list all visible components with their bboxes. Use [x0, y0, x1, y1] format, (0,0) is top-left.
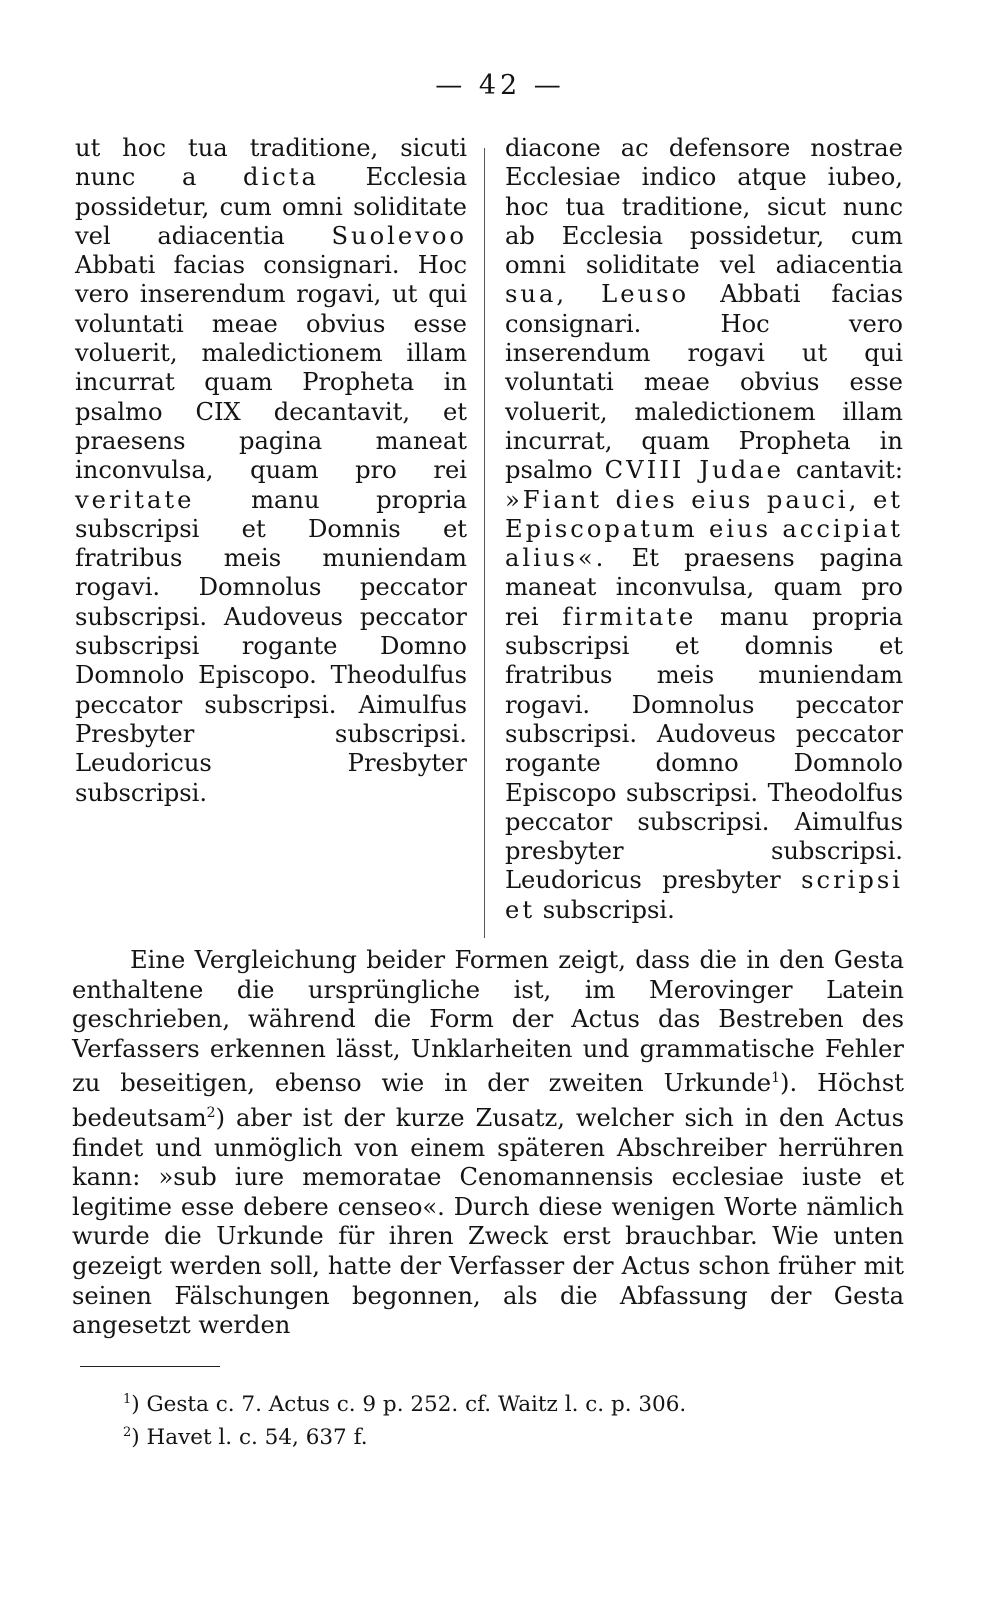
footnote-text: ) Havet l. c. 54, 637 f.	[131, 1425, 368, 1451]
left-col-segment: Abbati facias consignari. Hoc vero inserendum rogavi, ut qui voluntati meae obvius esse voluerit, maledictionem illam incurrat quam Propheta in psalmo CIX decantavit, et praesens pagina maneat inconvulsa, quam pro rei	[75, 251, 467, 485]
page-number: — 42 —	[435, 70, 565, 101]
right-col-spaced-word: firmitate	[562, 602, 697, 631]
left-column-text	[75, 134, 467, 808]
footnote-reference-2[interactable]: 2	[206, 1105, 216, 1122]
body-segment: ) aber ist der kurze Zusatz, welcher sich in den Actus findet und unmöglich von einem späteren Abschreiber herrühren kann: »sub iure memoratae Cenomannensis ecclesiae iuste et legitime esse debere censeo«. Durch diese wenigen Worte nämlich wurde die Urkunde für ihren Zweck erst brauchbar. Wie unten gezeigt werden soll, hatte der Verfasser der Actus schon früher mit seinen Fälschungen begonnen, als die Abfassung der Gesta angesetzt werden	[72, 1104, 904, 1340]
right-col-spaced-quote: »Fiant dies eius pauci, et Episcopatum eius accipiat alius«.	[505, 485, 903, 573]
footnote-rule	[80, 1366, 220, 1367]
body-paragraph	[72, 946, 904, 1341]
footnote-item	[123, 1419, 823, 1452]
body-segment: Eine Vergleichung beider Formen zeigt, dass die in den Gesta enthaltene die ursprüngliche ist, im Merovinger Latein geschrieben, während die Form der Actus das Bestreben des Verfassers erkennen lässt, Unklarheiten und grammatische Fehler zu beseitigen, ebenso wie in der zweiten Urkunde	[72, 946, 904, 1098]
right-col-segment: Et praesens pagina maneat inconvulsa, quam pro rei	[505, 544, 903, 631]
right-col-spaced-word: scripsi et	[505, 866, 903, 924]
right-col-spaced-name: CVIII Judae	[604, 456, 784, 485]
right-col-segment: manu propria subscripsi et domnis et fratribus meis muniendam rogavi. Domnolus peccator subscripsi. Audoveus peccator rogante domno Domnolo Episcopo subscripsi. Theodolfus peccator subscripsi. Aimulfus presbyter subscripsi. Leudoricus presbyter	[505, 602, 903, 895]
right-column-text	[505, 134, 903, 925]
footnote-mark: 1	[123, 1392, 132, 1407]
body-segment: ). Höchst bedeutsam	[72, 1069, 904, 1133]
column-divider	[484, 148, 485, 938]
left-col-spaced-word: dicta	[243, 163, 319, 192]
left-col-spaced-name: Suolevoo	[331, 221, 467, 250]
right-col-segment: subscripsi.	[535, 895, 675, 924]
right-col-segment: Abbati facias consignari. Hoc vero inserendum rogavi ut qui voluntati meae obvius esse voluerit, maledictionem illam incurrat, quam Propheta in psalmo	[505, 280, 903, 485]
footnotes	[123, 1386, 823, 1452]
footnote-text: ) Gesta c. 7. Actus c. 9 p. 252. cf. Waitz l. c. p. 306.	[131, 1392, 687, 1418]
footnote-mark: 2	[123, 1425, 132, 1441]
left-col-spaced-word: veritate	[75, 485, 195, 514]
footnote-item	[123, 1386, 823, 1419]
right-col-segment: cantavit:	[783, 456, 903, 485]
left-col-segment: ut hoc tua traditione, sicuti nunc a	[75, 134, 467, 192]
right-col-segment: diacone ac defensore nostrae Ecclesiae indico atque iubeo, hoc tua traditione, sicut nunc ab Ecclesia possidetur, cum omni soliditate vel adiacentia	[505, 134, 903, 280]
right-col-spaced-name: sua, Leuso	[505, 280, 690, 309]
left-col-segment: manu propria subscripsi et Domnis et fratribus meis muniendam rogavi. Domnolus peccator subscripsi. Audoveus peccator subscripsi rogante Domno Domnolo Episcopo. Theodulfus peccator subscripsi. Aimulfus Presbyter subscripsi. Leudoricus Presbyter subscripsi.	[75, 485, 467, 807]
footnote-reference-1[interactable]: 1	[771, 1070, 781, 1087]
left-col-segment: Ecclesia possidetur, cum omni soliditate vel adiacentia	[75, 163, 467, 250]
